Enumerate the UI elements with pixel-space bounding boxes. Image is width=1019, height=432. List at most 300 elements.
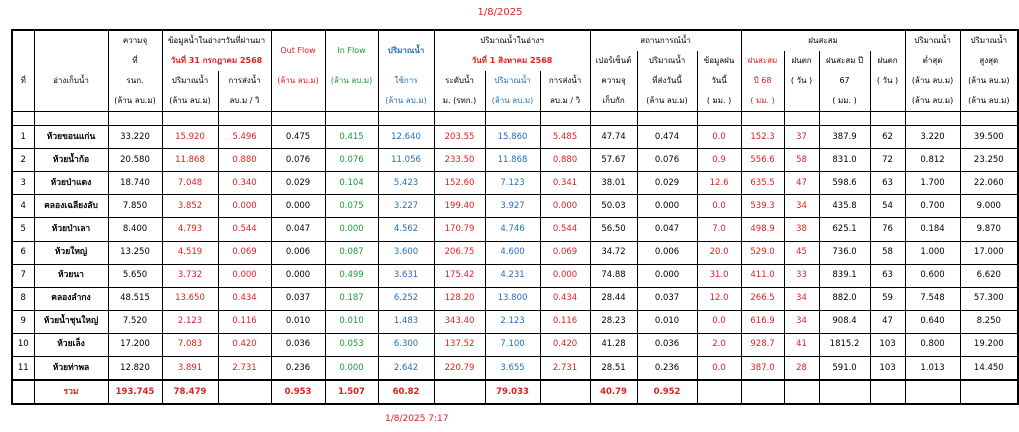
cell-in: 0.104	[325, 172, 378, 195]
header-prev-volume-unit: (ล้าน ลบ.ม)	[162, 91, 218, 111]
cell-cr: 0.116	[540, 310, 590, 333]
cell-r68: 539.3	[741, 195, 784, 218]
cell-rem: 0.047	[637, 218, 697, 241]
cell-cr: 0.880	[540, 149, 590, 172]
cell-r67: 839.1	[819, 264, 870, 287]
cell-d68: 28	[784, 356, 819, 380]
cell-lvl: 220.79	[434, 356, 485, 380]
cell-pv: 11.868	[162, 149, 218, 172]
cell-pr: 0.069	[218, 241, 271, 264]
header-current-volume: ปริมาณน้ำ	[485, 71, 540, 91]
total-pct: 40.79	[590, 380, 637, 404]
cell-d68: 34	[784, 310, 819, 333]
header-rain68-2: ปี 68	[741, 71, 784, 91]
cell-min: 0.600	[905, 264, 960, 287]
cell-lvl: 170.79	[434, 218, 485, 241]
table-row	[12, 195, 1018, 218]
cell-d67: 72	[870, 149, 905, 172]
cell-rain: 0.0	[697, 195, 741, 218]
header-status-rain-2: วันนี้	[697, 71, 741, 91]
total-cap: 193.745	[108, 380, 162, 404]
cell-r67: 882.0	[819, 287, 870, 310]
cell-pct: 41.28	[590, 333, 637, 356]
cell-r68: 928.7	[741, 333, 784, 356]
cell-in: 0.000	[325, 356, 378, 380]
total-empty-cell	[784, 380, 819, 404]
cell-lvl: 128.20	[434, 287, 485, 310]
reservoir-name: ห้วยป่าเลา	[34, 218, 108, 241]
cell-r68: 411.0	[741, 264, 784, 287]
header-status-percent-3: เก็บกัก	[590, 91, 637, 111]
cell-lvl: 199.40	[434, 195, 485, 218]
cell-rain: 12.6	[697, 172, 741, 195]
cell-out: 0.029	[271, 172, 325, 195]
cell-i: 2	[12, 149, 34, 172]
cell-min: 7.548	[905, 287, 960, 310]
cell-cap: 13.250	[108, 241, 162, 264]
cell-cr: 0.341	[540, 172, 590, 195]
cell-min: 1.013	[905, 356, 960, 380]
table-row	[12, 241, 1018, 264]
total-row	[12, 380, 1018, 404]
table-row	[12, 287, 1018, 310]
cell-cv: 2.123	[485, 310, 540, 333]
cell-max: 14.450	[960, 356, 1018, 380]
cell-r68: 152.3	[741, 126, 784, 149]
cell-r67: 598.6	[819, 172, 870, 195]
cell-out: 0.037	[271, 287, 325, 310]
reservoir-name: คลองลำกง	[34, 287, 108, 310]
table-row	[12, 264, 1018, 287]
cell-cap: 12.820	[108, 356, 162, 380]
reservoir-name: ห้วยท่าพล	[34, 356, 108, 380]
total-empty-cell	[741, 380, 784, 404]
total-empty-cell	[540, 380, 590, 404]
reservoir-name: ห้วยเล็ง	[34, 333, 108, 356]
header-current-date: วันที่ 1 สิงหาคม 2568	[434, 51, 590, 71]
cell-min: 0.184	[905, 218, 960, 241]
header-status-remaining-2: ที่ส่งวันนี้	[637, 71, 697, 91]
cell-rain: 0.9	[697, 149, 741, 172]
cell-cv: 4.600	[485, 241, 540, 264]
header-status-remaining-unit: (ล้าน ลบ.ม)	[637, 91, 697, 111]
cell-d67: 59	[870, 287, 905, 310]
header-reservoir: อ่างเก็บน้ำ	[34, 71, 108, 91]
table-row	[12, 356, 1018, 380]
cell-in: 0.499	[325, 264, 378, 287]
reservoir-name: คลองเฉลียงลับ	[34, 195, 108, 218]
cell-r67: 625.1	[819, 218, 870, 241]
reservoir-name: ห้วยขอนแก่น	[34, 126, 108, 149]
report-date: 1/8/2025	[477, 7, 523, 18]
cell-d67: 103	[870, 356, 905, 380]
cell-max: 6.620	[960, 264, 1018, 287]
cell-in: 0.087	[325, 241, 378, 264]
cell-out: 0.000	[271, 195, 325, 218]
cell-rain: 0.0	[697, 310, 741, 333]
header-row-3	[12, 71, 1018, 91]
cell-cv: 4.231	[485, 264, 540, 287]
cell-in: 0.075	[325, 195, 378, 218]
header-rain67-days: ฝนตก	[870, 51, 905, 71]
header-min-volume-2: ต่ำสุด	[905, 51, 960, 71]
cell-d67: 58	[870, 241, 905, 264]
cell-pct: 56.50	[590, 218, 637, 241]
header-rain67-2: 67	[819, 71, 870, 91]
header-rain68-unit: ( มม. )	[741, 91, 784, 111]
header-status-group: สถานการณ์น้ำ	[590, 30, 741, 51]
cell-r68: 616.9	[741, 310, 784, 333]
cell-pv: 3.852	[162, 195, 218, 218]
cell-rem: 0.037	[637, 287, 697, 310]
cell-d68: 34	[784, 195, 819, 218]
cell-pct: 28.44	[590, 287, 637, 310]
cell-out: 0.475	[271, 126, 325, 149]
cell-use: 4.562	[378, 218, 434, 241]
cell-pr: 0.880	[218, 149, 271, 172]
cell-min: 1.700	[905, 172, 960, 195]
cell-rem: 0.010	[637, 310, 697, 333]
cell-rain: 0.0	[697, 126, 741, 149]
header-current-level: ระดับน้ำ	[434, 71, 485, 91]
cell-pr: 0.000	[218, 195, 271, 218]
cell-r68: 266.5	[741, 287, 784, 310]
header-prev-date: วันที่ 31 กรกฎาคม 2568	[162, 51, 271, 71]
total-empty-cell	[870, 380, 905, 404]
cell-cap: 5.650	[108, 264, 162, 287]
cell-lvl: 343.40	[434, 310, 485, 333]
cell-r67: 591.0	[819, 356, 870, 380]
header-outflow-unit: (ล้าน ลบ.ม)	[271, 71, 325, 91]
cell-r67: 1815.2	[819, 333, 870, 356]
header-min-volume-unit: (ล้าน ลบ.ม)	[905, 91, 960, 111]
total-pv: 78.479	[162, 380, 218, 404]
cell-pv: 13.650	[162, 287, 218, 310]
cell-pv: 4.519	[162, 241, 218, 264]
reservoir-name: ห้วยใหญ่	[34, 241, 108, 264]
total-out: 0.953	[271, 380, 325, 404]
cell-cap: 7.850	[108, 195, 162, 218]
cell-pct: 28.23	[590, 310, 637, 333]
header-max-volume: ปริมาณน้ำ	[960, 30, 1018, 51]
header-usable: ปริมาณน้ำ	[378, 30, 434, 71]
cell-d68: 38	[784, 218, 819, 241]
cell-pr: 0.340	[218, 172, 271, 195]
cell-pr: 0.420	[218, 333, 271, 356]
cell-pct: 74.88	[590, 264, 637, 287]
cell-pct: 38.01	[590, 172, 637, 195]
cell-d68: 41	[784, 333, 819, 356]
cell-max: 57.300	[960, 287, 1018, 310]
cell-use: 12.640	[378, 126, 434, 149]
cell-cv: 3.655	[485, 356, 540, 380]
cell-i: 7	[12, 264, 34, 287]
cell-d68: 37	[784, 126, 819, 149]
cell-cv: 15.860	[485, 126, 540, 149]
cell-pr: 0.000	[218, 264, 271, 287]
reservoir-name: ห้วยป่าแดง	[34, 172, 108, 195]
table-row	[12, 310, 1018, 333]
cell-max: 9.870	[960, 218, 1018, 241]
cell-out: 0.036	[271, 333, 325, 356]
cell-in: 0.415	[325, 126, 378, 149]
total-label: รวม	[34, 380, 108, 404]
cell-cr: 0.420	[540, 333, 590, 356]
table-row	[12, 126, 1018, 149]
cell-d67: 103	[870, 333, 905, 356]
cell-cv: 7.100	[485, 333, 540, 356]
header-rain-group: ฝนสะสม	[741, 30, 905, 51]
cell-pct: 50.03	[590, 195, 637, 218]
total-rem: 0.952	[637, 380, 697, 404]
cell-cr: 0.434	[540, 287, 590, 310]
cell-pv: 15.920	[162, 126, 218, 149]
cell-in: 0.053	[325, 333, 378, 356]
cell-i: 3	[12, 172, 34, 195]
cell-in: 0.010	[325, 310, 378, 333]
cell-r67: 736.0	[819, 241, 870, 264]
cell-rain: 20.0	[697, 241, 741, 264]
cell-r68: 529.0	[741, 241, 784, 264]
cell-min: 0.700	[905, 195, 960, 218]
table-row	[12, 218, 1018, 241]
cell-pr: 0.544	[218, 218, 271, 241]
cell-i: 5	[12, 218, 34, 241]
cell-rain: 0.0	[697, 356, 741, 380]
cell-pv: 4.793	[162, 218, 218, 241]
header-prev-release: การส่งน้ำ	[218, 71, 271, 91]
cell-rain: 12.0	[697, 287, 741, 310]
header-rain67: ฝนสะสม ปี	[819, 51, 870, 71]
cell-r67: 387.9	[819, 126, 870, 149]
cell-out: 0.047	[271, 218, 325, 241]
cell-i: 6	[12, 241, 34, 264]
reservoir-name: ห้วยน้ำก้อ	[34, 149, 108, 172]
cell-pv: 7.048	[162, 172, 218, 195]
cell-i: 10	[12, 333, 34, 356]
cell-pv: 2.123	[162, 310, 218, 333]
cell-d68: 58	[784, 149, 819, 172]
cell-r68: 498.9	[741, 218, 784, 241]
cell-pr: 0.434	[218, 287, 271, 310]
table-row	[12, 333, 1018, 356]
total-empty-cell	[434, 380, 485, 404]
header-capacity: ความจุ	[108, 30, 162, 51]
cell-i: 1	[12, 126, 34, 149]
header-max-volume-3: (ล้าน ลบ.ม)	[960, 71, 1018, 91]
header-capacity-2: ที่	[108, 51, 162, 71]
cell-use: 2.642	[378, 356, 434, 380]
table-row	[12, 149, 1018, 172]
header-current-release: การส่งน้ำ	[540, 71, 590, 91]
cell-r68: 387.0	[741, 356, 784, 380]
header-row-4	[12, 91, 1018, 111]
cell-r67: 435.8	[819, 195, 870, 218]
header-current-volume-unit: (ล้าน ลบ.ม)	[485, 91, 540, 111]
header-current-group: ปริมาณน้ำในอ่างฯ	[434, 30, 590, 51]
cell-rem: 0.474	[637, 126, 697, 149]
cell-d67: 76	[870, 218, 905, 241]
header-prev-group: ข้อมูลน้ำในอ่างฯวันที่ผ่านมา	[162, 30, 271, 51]
header-inflow: In Flow	[325, 30, 378, 71]
header-max-volume-unit: (ล้าน ลบ.ม)	[960, 91, 1018, 111]
cell-cv: 7.123	[485, 172, 540, 195]
cell-r67: 831.0	[819, 149, 870, 172]
cell-pv: 7.083	[162, 333, 218, 356]
reservoir-name: ห้วยน้ำชุนใหญ่	[34, 310, 108, 333]
cell-max: 39.500	[960, 126, 1018, 149]
header-rain67-days-unit: ( วัน )	[870, 71, 905, 91]
cell-d68: 47	[784, 172, 819, 195]
header-rain68-days-unit: ( วัน )	[784, 71, 819, 91]
cell-cap: 7.520	[108, 310, 162, 333]
cell-out: 0.000	[271, 264, 325, 287]
total-empty-cell	[12, 380, 34, 404]
table-row	[12, 172, 1018, 195]
cell-max: 23.250	[960, 149, 1018, 172]
cell-max: 9.000	[960, 195, 1018, 218]
total-empty-cell	[905, 380, 960, 404]
cell-pv: 3.732	[162, 264, 218, 287]
cell-rem: 0.000	[637, 195, 697, 218]
cell-r68: 556.6	[741, 149, 784, 172]
header-inflow-unit: (ล้าน ลบ.ม)	[325, 71, 378, 91]
cell-cv: 11.868	[485, 149, 540, 172]
cell-rain: 2.0	[697, 333, 741, 356]
cell-rem: 0.236	[637, 356, 697, 380]
cell-r67: 908.4	[819, 310, 870, 333]
cell-max: 8.250	[960, 310, 1018, 333]
header-usable-2: ใช้การ	[378, 71, 434, 91]
cell-cr: 0.000	[540, 264, 590, 287]
total-empty-cell	[218, 380, 271, 404]
cell-i: 9	[12, 310, 34, 333]
cell-max: 22.060	[960, 172, 1018, 195]
cell-cr: 0.000	[540, 195, 590, 218]
cell-pct: 28.51	[590, 356, 637, 380]
cell-d68: 33	[784, 264, 819, 287]
cell-d67: 63	[870, 172, 905, 195]
header-min-volume-3: (ล้าน ลบ.ม)	[905, 71, 960, 91]
header-status-rain: ข้อมูลฝน	[697, 51, 741, 71]
cell-cv: 13.800	[485, 287, 540, 310]
header-prev-release-unit: ลบ.ม / วิ	[218, 91, 271, 111]
header-capacity-3: รนก.	[108, 71, 162, 91]
cell-rem: 0.006	[637, 241, 697, 264]
cell-cv: 4.746	[485, 218, 540, 241]
cell-use: 11.056	[378, 149, 434, 172]
cell-use: 1.483	[378, 310, 434, 333]
cell-d68: 45	[784, 241, 819, 264]
total-empty-cell	[819, 380, 870, 404]
cell-i: 11	[12, 356, 34, 380]
cell-cr: 0.544	[540, 218, 590, 241]
cell-use: 5.423	[378, 172, 434, 195]
cell-out: 0.010	[271, 310, 325, 333]
cell-min: 0.640	[905, 310, 960, 333]
cell-min: 0.812	[905, 149, 960, 172]
cell-d67: 62	[870, 126, 905, 149]
reservoir-name: ห้วยนา	[34, 264, 108, 287]
total-in: 1.507	[325, 380, 378, 404]
cell-cap: 20.580	[108, 149, 162, 172]
cell-lvl: 175.42	[434, 264, 485, 287]
header-rain67-unit: ( มม. )	[819, 91, 870, 111]
cell-i: 4	[12, 195, 34, 218]
total-cv: 79.033	[485, 380, 540, 404]
header-rain68-days: ฝนตก	[784, 51, 819, 71]
total-empty-cell	[960, 380, 1018, 404]
cell-d67: 47	[870, 310, 905, 333]
spacer-row	[12, 111, 1018, 126]
cell-min: 3.220	[905, 126, 960, 149]
cell-out: 0.006	[271, 241, 325, 264]
cell-d68: 34	[784, 287, 819, 310]
cell-rem: 0.036	[637, 333, 697, 356]
header-row-2	[12, 51, 1018, 71]
header-usable-unit: (ล้าน ลบ.ม)	[378, 91, 434, 111]
cell-pv: 3.891	[162, 356, 218, 380]
cell-min: 1.000	[905, 241, 960, 264]
header-current-release-unit: ลบ.ม / วิ	[540, 91, 590, 111]
cell-rain: 7.0	[697, 218, 741, 241]
header-min-volume: ปริมาณน้ำ	[905, 30, 960, 51]
cell-cr: 5.485	[540, 126, 590, 149]
cell-in: 0.076	[325, 149, 378, 172]
cell-r68: 635.5	[741, 172, 784, 195]
cell-d67: 54	[870, 195, 905, 218]
header-current-level-unit: ม. (รทก.)	[434, 91, 485, 111]
header-status-remaining: ปริมาณน้ำ	[637, 51, 697, 71]
cell-pr: 2.731	[218, 356, 271, 380]
cell-lvl: 233.50	[434, 149, 485, 172]
cell-in: 0.187	[325, 287, 378, 310]
cell-cap: 33.220	[108, 126, 162, 149]
header-prev-volume: ปริมาณน้ำ	[162, 71, 218, 91]
header-status-percent: เปอร์เซ็นต์	[590, 51, 637, 71]
header-status-rain-unit: ( มม. )	[697, 91, 741, 111]
cell-cap: 18.740	[108, 172, 162, 195]
cell-use: 3.631	[378, 264, 434, 287]
cell-pct: 47.74	[590, 126, 637, 149]
header-status-percent-2: ความจุ	[590, 71, 637, 91]
cell-d67: 63	[870, 264, 905, 287]
cell-cv: 3.927	[485, 195, 540, 218]
total-use: 60.82	[378, 380, 434, 404]
cell-use: 3.227	[378, 195, 434, 218]
cell-pr: 5.496	[218, 126, 271, 149]
reservoir-table	[11, 29, 1019, 405]
cell-pct: 34.72	[590, 241, 637, 264]
cell-min: 0.800	[905, 333, 960, 356]
cell-lvl: 137.52	[434, 333, 485, 356]
header-capacity-unit: (ล้าน ลบ.ม)	[108, 91, 162, 111]
cell-rem: 0.000	[637, 264, 697, 287]
cell-use: 6.252	[378, 287, 434, 310]
cell-i: 8	[12, 287, 34, 310]
cell-pct: 57.67	[590, 149, 637, 172]
cell-max: 19.200	[960, 333, 1018, 356]
header-max-volume-2: สูงสุด	[960, 51, 1018, 71]
cell-cap: 17.200	[108, 333, 162, 356]
cell-out: 0.236	[271, 356, 325, 380]
cell-use: 6.300	[378, 333, 434, 356]
cell-use: 3.600	[378, 241, 434, 264]
cell-lvl: 152.60	[434, 172, 485, 195]
cell-rem: 0.029	[637, 172, 697, 195]
header-rain68: ฝนสะสม	[741, 51, 784, 71]
cell-cap: 48.515	[108, 287, 162, 310]
